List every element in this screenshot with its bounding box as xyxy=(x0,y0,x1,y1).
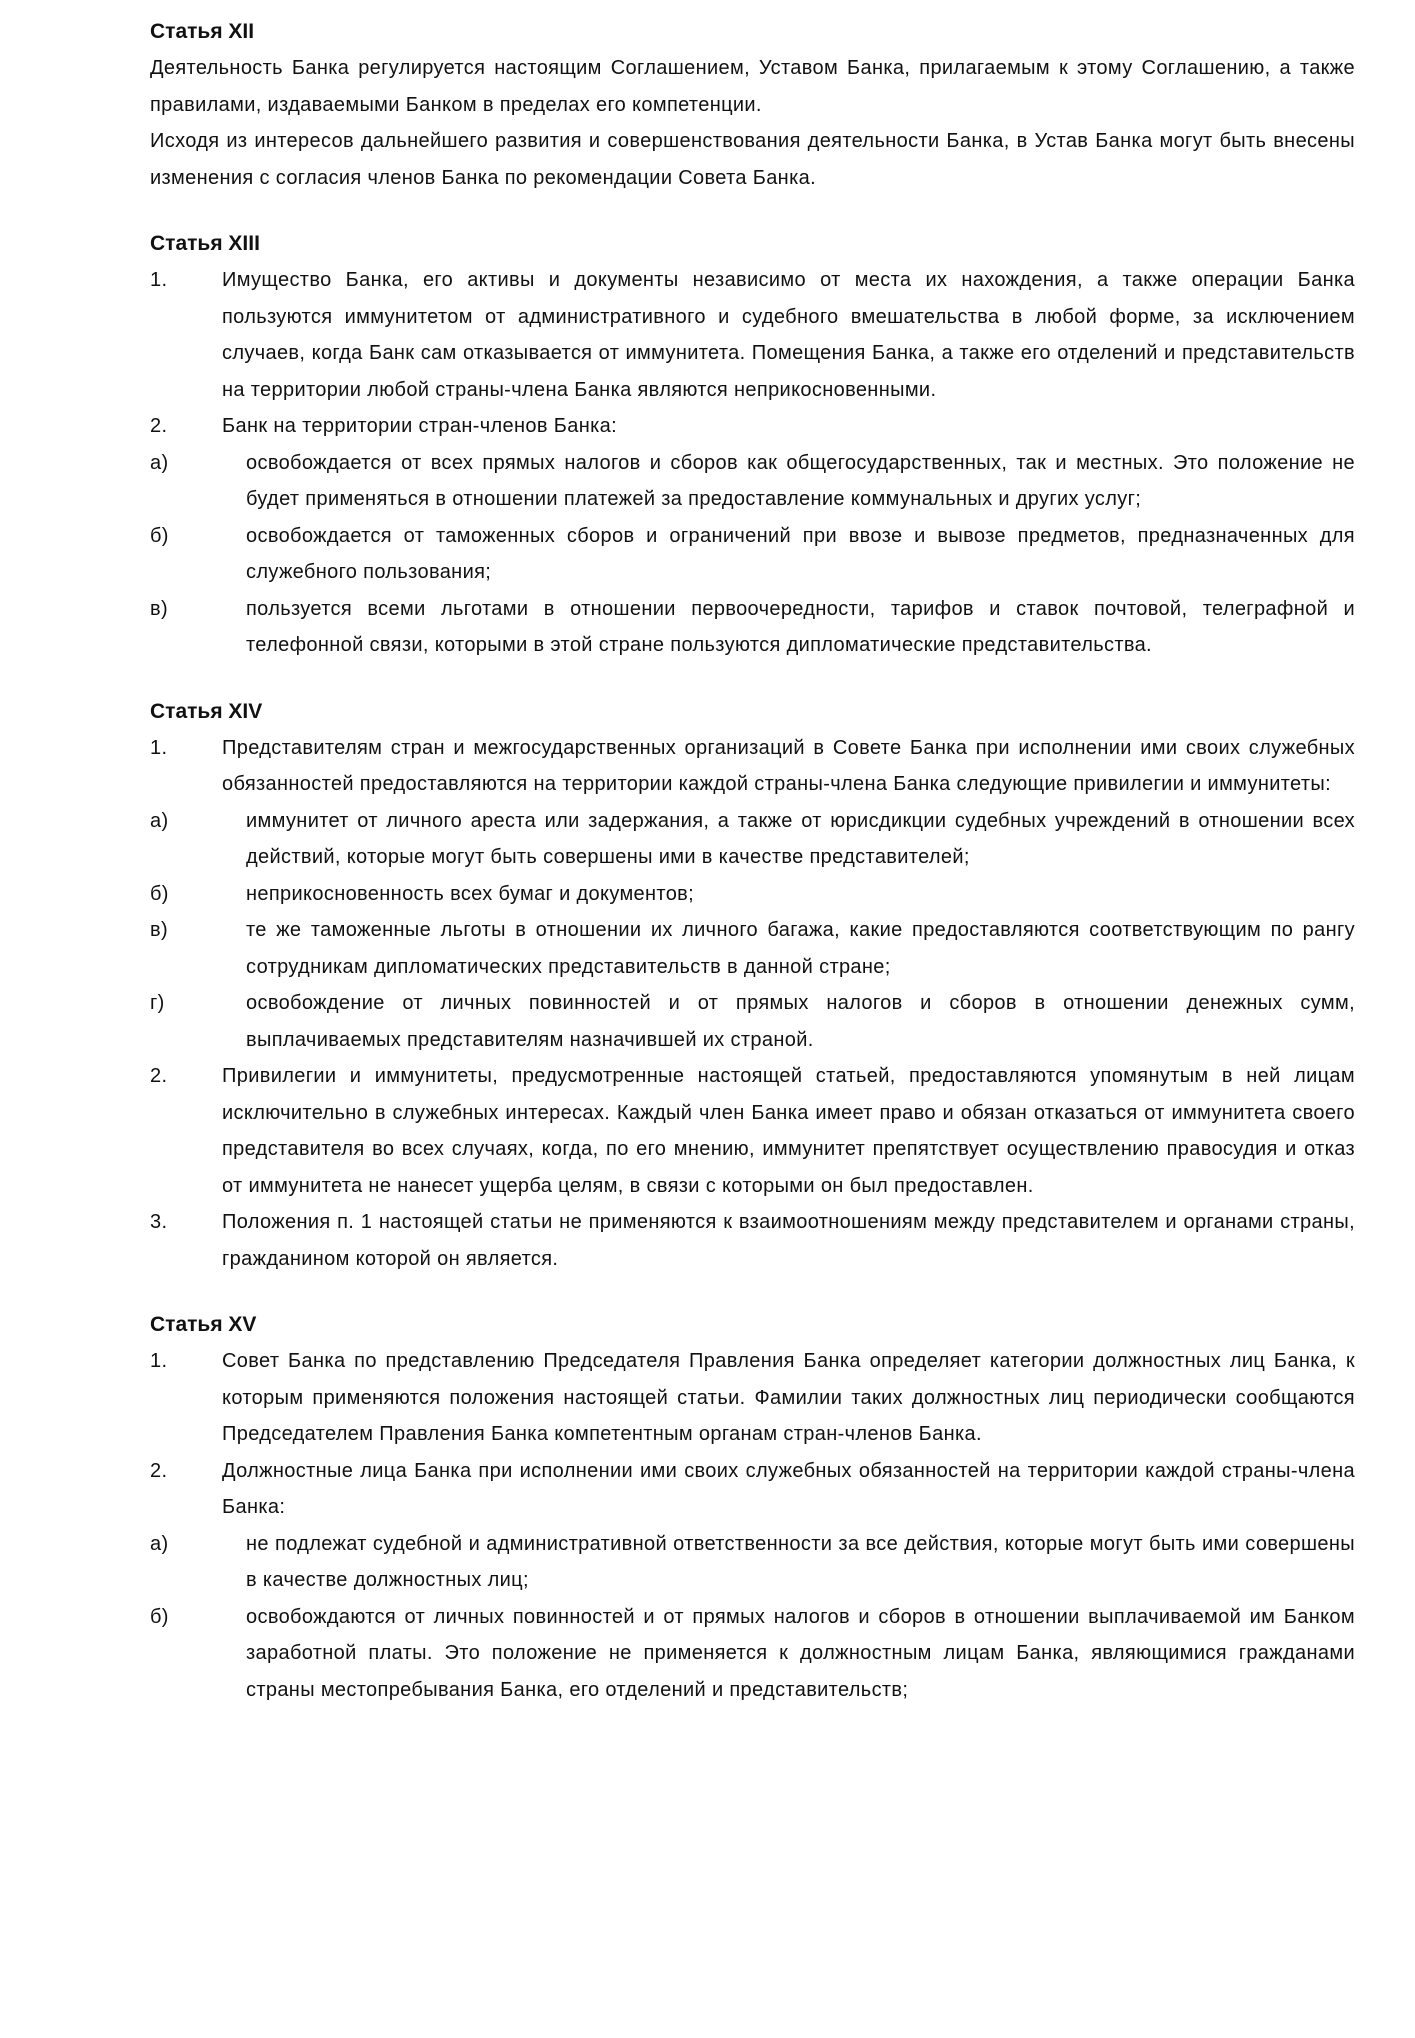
item-number: 3. xyxy=(150,1211,168,1233)
article-14-item-1-sub-v xyxy=(150,912,1355,985)
article-15-item-2 xyxy=(150,1453,1355,1526)
article-13-item-1 xyxy=(150,262,1355,408)
item-number: 1. xyxy=(150,1350,168,1372)
article-15-item-2-sub-a xyxy=(150,1526,1355,1599)
article-12-paragraph-2: Исходя из интересов дальнейшего развития и совершенствования деятельности Банка, в Устав Банка могут быть внесены изменения с согласия членов Банка по рекомендации Совета Банка. xyxy=(150,130,1355,189)
article-14 xyxy=(150,694,1355,1278)
article-13-heading: Статья XIII xyxy=(150,232,260,255)
item-text: Привилегии и иммунитеты, предусмотренные настоящей статьей, предоставляются упомянутым в ней лицам исключительно в служебных интересах. Каждый член Банка имеет право и обязан отказаться от иммунитета своего представителя во всех случаях, когда, по его мнению, иммунитет препятствует осуществлению правосудия и отказ от иммунитета не нанесет ущерба целям, в связи с которыми он был предоставлен. xyxy=(222,1065,1355,1197)
article-15-heading: Статья XV xyxy=(150,1313,257,1336)
item-number: 2. xyxy=(150,1065,168,1087)
sub-text: освобождаются от личных повинностей и от прямых налогов и сборов в отношении выплачиваемой им Банком заработной платы. Это положение не применяется к должностным лицам Банка, являющимися гражданами страны местопребывания Банка, его отделений и представительств; xyxy=(246,1605,1355,1701)
sub-letter: б) xyxy=(150,524,169,547)
article-15-item-2-sub-b xyxy=(150,1599,1355,1709)
sub-text: неприкосновенность всех бумаг и документов; xyxy=(246,882,695,905)
sub-text: пользуется всеми льготами в отношении первоочередности, тарифов и ставок почтовой, телеграфной и телефонной связи, которыми в этой стране пользуются дипломатические представительства. xyxy=(246,597,1355,656)
item-text: Положения п. 1 настоящей статьи не применяются к взаимоотношениям между представителем и органами страны, гражданином которой он является. xyxy=(222,1211,1355,1270)
item-text: Банк на территории стран-членов Банка: xyxy=(222,415,618,437)
sub-letter: г) xyxy=(150,992,165,1014)
sub-letter: б) xyxy=(150,882,169,905)
sub-text: не подлежат судебной и административной ответственности за все действия, которые могут быть ими совершены в качестве должностных лиц; xyxy=(246,1532,1355,1591)
article-12 xyxy=(150,14,1355,196)
article-13-item-2-sub-v xyxy=(150,591,1355,664)
item-text: Представителям стран и межгосударственных организаций в Совете Банка при исполнении ими своих служебных обязанностей предоставляются на территории каждой страны-члена Банка следующие привилегии и иммунитеты: xyxy=(222,736,1355,795)
sub-text: те же таможенные льготы в отношении их личного багажа, какие предоставляются соответствующим по рангу сотрудникам дипломатических представительств в данной стране; xyxy=(246,919,1355,978)
article-12-paragraph-1: Деятельность Банка регулируется настоящим Соглашением, Уставом Банка, прилагаемым к этому Соглашению, а также правилами, издаваемыми Банком в пределах его компетенции. xyxy=(150,57,1355,116)
article-15 xyxy=(150,1307,1355,1708)
article-14-item-2 xyxy=(150,1058,1355,1204)
article-14-item-1-sub-g xyxy=(150,985,1355,1058)
item-text: Имущество Банка, его активы и документы независимо от места их нахождения, а также операции Банка пользуются иммунитетом от административного и судебного вмешательства в любой форме, за исключением случаев, когда Банк сам отказывается от иммунитета. Помещения Банка, а также его отделений и представительств на территории любой страны-члена Банка являются неприкосновенными. xyxy=(222,269,1355,401)
article-13 xyxy=(150,226,1355,664)
item-text: Совет Банка по представлению Председателя Правления Банка определяет категории должностных лиц Банка, к которым применяются положения настоящей статьи. Фамилии таких должностных лиц периодически сообщаются Председателем Правления Банка компетентным органам стран-членов Банка. xyxy=(222,1350,1355,1445)
article-13-item-2-sub-b xyxy=(150,518,1355,591)
sub-letter: а) xyxy=(150,451,169,474)
sub-text: освобождается от всех прямых налогов и сборов как общегосударственных, так и местных. Это положение не будет применяться в отношении платежей за предоставление коммунальных и других услуг; xyxy=(246,451,1355,510)
article-13-item-2-sub-a xyxy=(150,445,1355,518)
article-14-item-1-sub-a xyxy=(150,803,1355,876)
sub-letter: в) xyxy=(150,919,168,941)
article-14-item-1-sub-b xyxy=(150,876,1355,913)
sub-text: освобождение от личных повинностей и от прямых налогов и сборов в отношении денежных сумм, выплачиваемых представителям назначившей их страной. xyxy=(246,992,1355,1051)
item-number: 1. xyxy=(150,269,168,291)
sub-text: освобождается от таможенных сборов и ограничений при ввозе и вывозе предметов, предназначенных для служебного пользования; xyxy=(246,524,1355,583)
article-14-heading: Статья XIV xyxy=(150,699,263,723)
item-number: 2. xyxy=(150,415,168,437)
item-number: 2. xyxy=(150,1459,168,1482)
sub-letter: а) xyxy=(150,1532,169,1555)
sub-letter: б) xyxy=(150,1605,169,1628)
article-14-item-1 xyxy=(150,730,1355,803)
sub-text: иммунитет от личного ареста или задержания, а также от юрисдикции судебных учреждений в отношении всех действий, которые могут быть совершены ими в качестве представителей; xyxy=(246,809,1355,868)
article-15-item-1 xyxy=(150,1343,1355,1453)
article-13-item-2 xyxy=(150,408,1355,445)
sub-letter: а) xyxy=(150,809,169,832)
sub-letter: в) xyxy=(150,597,168,620)
item-text: Должностные лица Банка при исполнении ими своих служебных обязанностей на территории каждой страны-члена Банка: xyxy=(222,1459,1355,1518)
item-number: 1. xyxy=(150,736,168,759)
article-14-item-3 xyxy=(150,1204,1355,1277)
article-12-heading: Статья XII xyxy=(150,20,255,43)
